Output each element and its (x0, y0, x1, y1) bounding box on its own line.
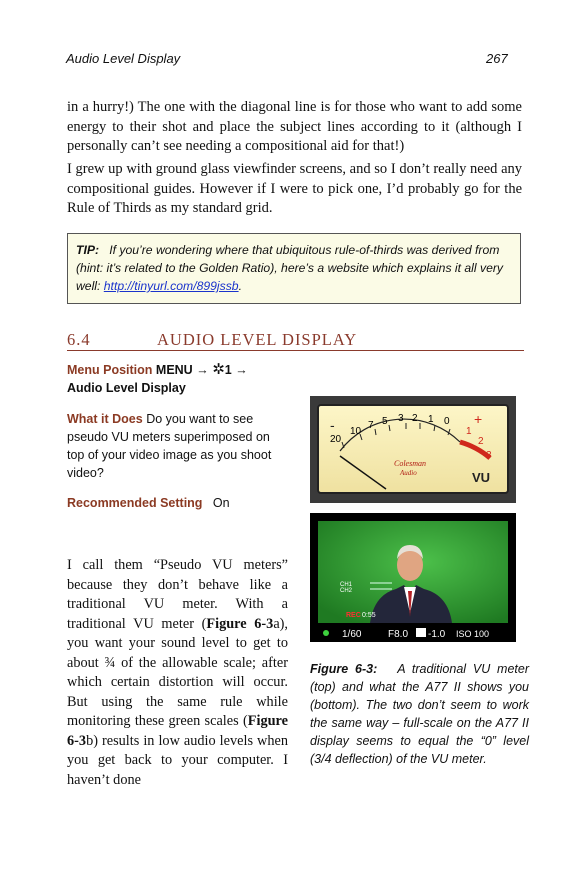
vu-scale-label: 2 (412, 413, 418, 424)
page-number: 267 (486, 51, 508, 66)
gear-icon: ✲ (212, 361, 225, 378)
vu-scale-label: 1 (428, 414, 434, 425)
what-it-does-text: Do you want to see pseudo VU meters superimposed on top of your video image as you shoot video? (67, 412, 272, 480)
body-text: a), you want your sound level to get to about ¾ of the allowable scale; after which certain distortion will occur. But using the same rule while monitoring these green scales ( (67, 615, 288, 729)
vu-scale-label: 2 (478, 436, 484, 447)
paragraph: I grew up with ground glass viewfinder screens, and so I don’t really need any compositional guides. However if I were to pick one, I’d probably go for the Rule of Thirds as my standard grid. (67, 161, 522, 216)
exposure-value: -1.0 (428, 629, 446, 640)
vu-scale-label: 3 (398, 413, 404, 424)
menu-position (67, 361, 307, 397)
what-it-does (67, 410, 287, 482)
figure-ref: Figure 6-3 (206, 615, 274, 632)
body-text: I call them “Pseudo VU meters” because they don’t behave like a traditional VU meter. With a traditional VU meter ( (67, 557, 288, 632)
rec-time: 0:55 (362, 612, 376, 619)
camera-screen-photo (310, 513, 516, 642)
caption-text: A traditional VU meter (top) and what the A77 II shows you (bottom). The two don’t seem to work the same way – full-scale on the A77 II display seems to equal the “0” level (3/4 deflection) of the VU meter. (310, 662, 529, 766)
section-number: 6.4 (67, 330, 91, 349)
aperture: F8.0 (388, 629, 409, 640)
what-it-does-label: What it Does (67, 412, 143, 426)
menu-word: MENU (155, 363, 193, 377)
menu-item: Audio Level Display (67, 381, 186, 395)
tip-box (67, 233, 521, 304)
vu-brand: Audio (400, 469, 417, 477)
green-dot-icon (323, 630, 329, 636)
section-heading (67, 330, 524, 351)
camera-screen-graphic (310, 513, 516, 642)
tip-label: TIP: (76, 243, 100, 257)
recommended-label: Recommended Setting (67, 496, 203, 510)
vu-scale-label: 5 (382, 416, 388, 427)
iso-value: ISO 100 (456, 629, 490, 639)
vu-scale-label: 3 (486, 450, 492, 461)
vu-scale-label: 7 (368, 420, 374, 431)
figure-ref: Figure 6-3 (67, 713, 288, 749)
paragraph: in a hurry!) The one with the diagonal line is for those who want to add some energy to their shot and place the subject lines according to it (although I personally can’t see needing a compositional aid for that!) (67, 99, 522, 154)
channel-2-label: CH2 (340, 588, 353, 594)
vu-meter-photo (310, 396, 516, 503)
section-title: AUDIO LEVEL DISPLAY (157, 330, 358, 349)
tip-text: If you’re wondering where that ubiquitous rule-of-thirds was derived from (hint: it’s related to the Golden Ratio), here’s a website which explains it all very well: (76, 243, 504, 293)
menu-position-label: Menu Position (67, 363, 153, 377)
recommended-value: On (212, 496, 230, 510)
vu-scale-label: 0 (444, 416, 450, 427)
vu-minus-sign: - (330, 417, 335, 433)
exposure-comp-icon (416, 628, 426, 637)
arrow-icon: → (196, 363, 209, 377)
vu-brand: Colesman (394, 459, 426, 468)
tip-link[interactable]: http://tinyurl.com/899jssb (103, 279, 239, 293)
body-paragraph (67, 556, 288, 790)
running-header-title: Audio Level Display (66, 51, 181, 66)
recommended-setting (67, 494, 287, 512)
vu-scale-label: 20 (330, 434, 342, 445)
body-text: b) results in low audio levels when you get back to your computer. I haven’t done (67, 732, 288, 788)
vu-scale-label: 1 (466, 426, 472, 437)
shutter-speed: 1/60 (342, 629, 362, 640)
tip-end: . (238, 279, 242, 293)
figure-caption (310, 660, 529, 768)
vu-plus-sign: + (474, 411, 483, 427)
vu-meter-graphic (310, 396, 516, 503)
vu-scale-label: 10 (350, 426, 362, 437)
caption-label: Figure 6-3: (310, 662, 378, 676)
arrow-icon: → (235, 363, 248, 377)
vu-unit-label: VU (472, 470, 491, 485)
channel-1-label: CH1 (340, 582, 353, 588)
menu-tab-number: 1 (224, 363, 232, 377)
rec-indicator: REC (346, 612, 361, 619)
